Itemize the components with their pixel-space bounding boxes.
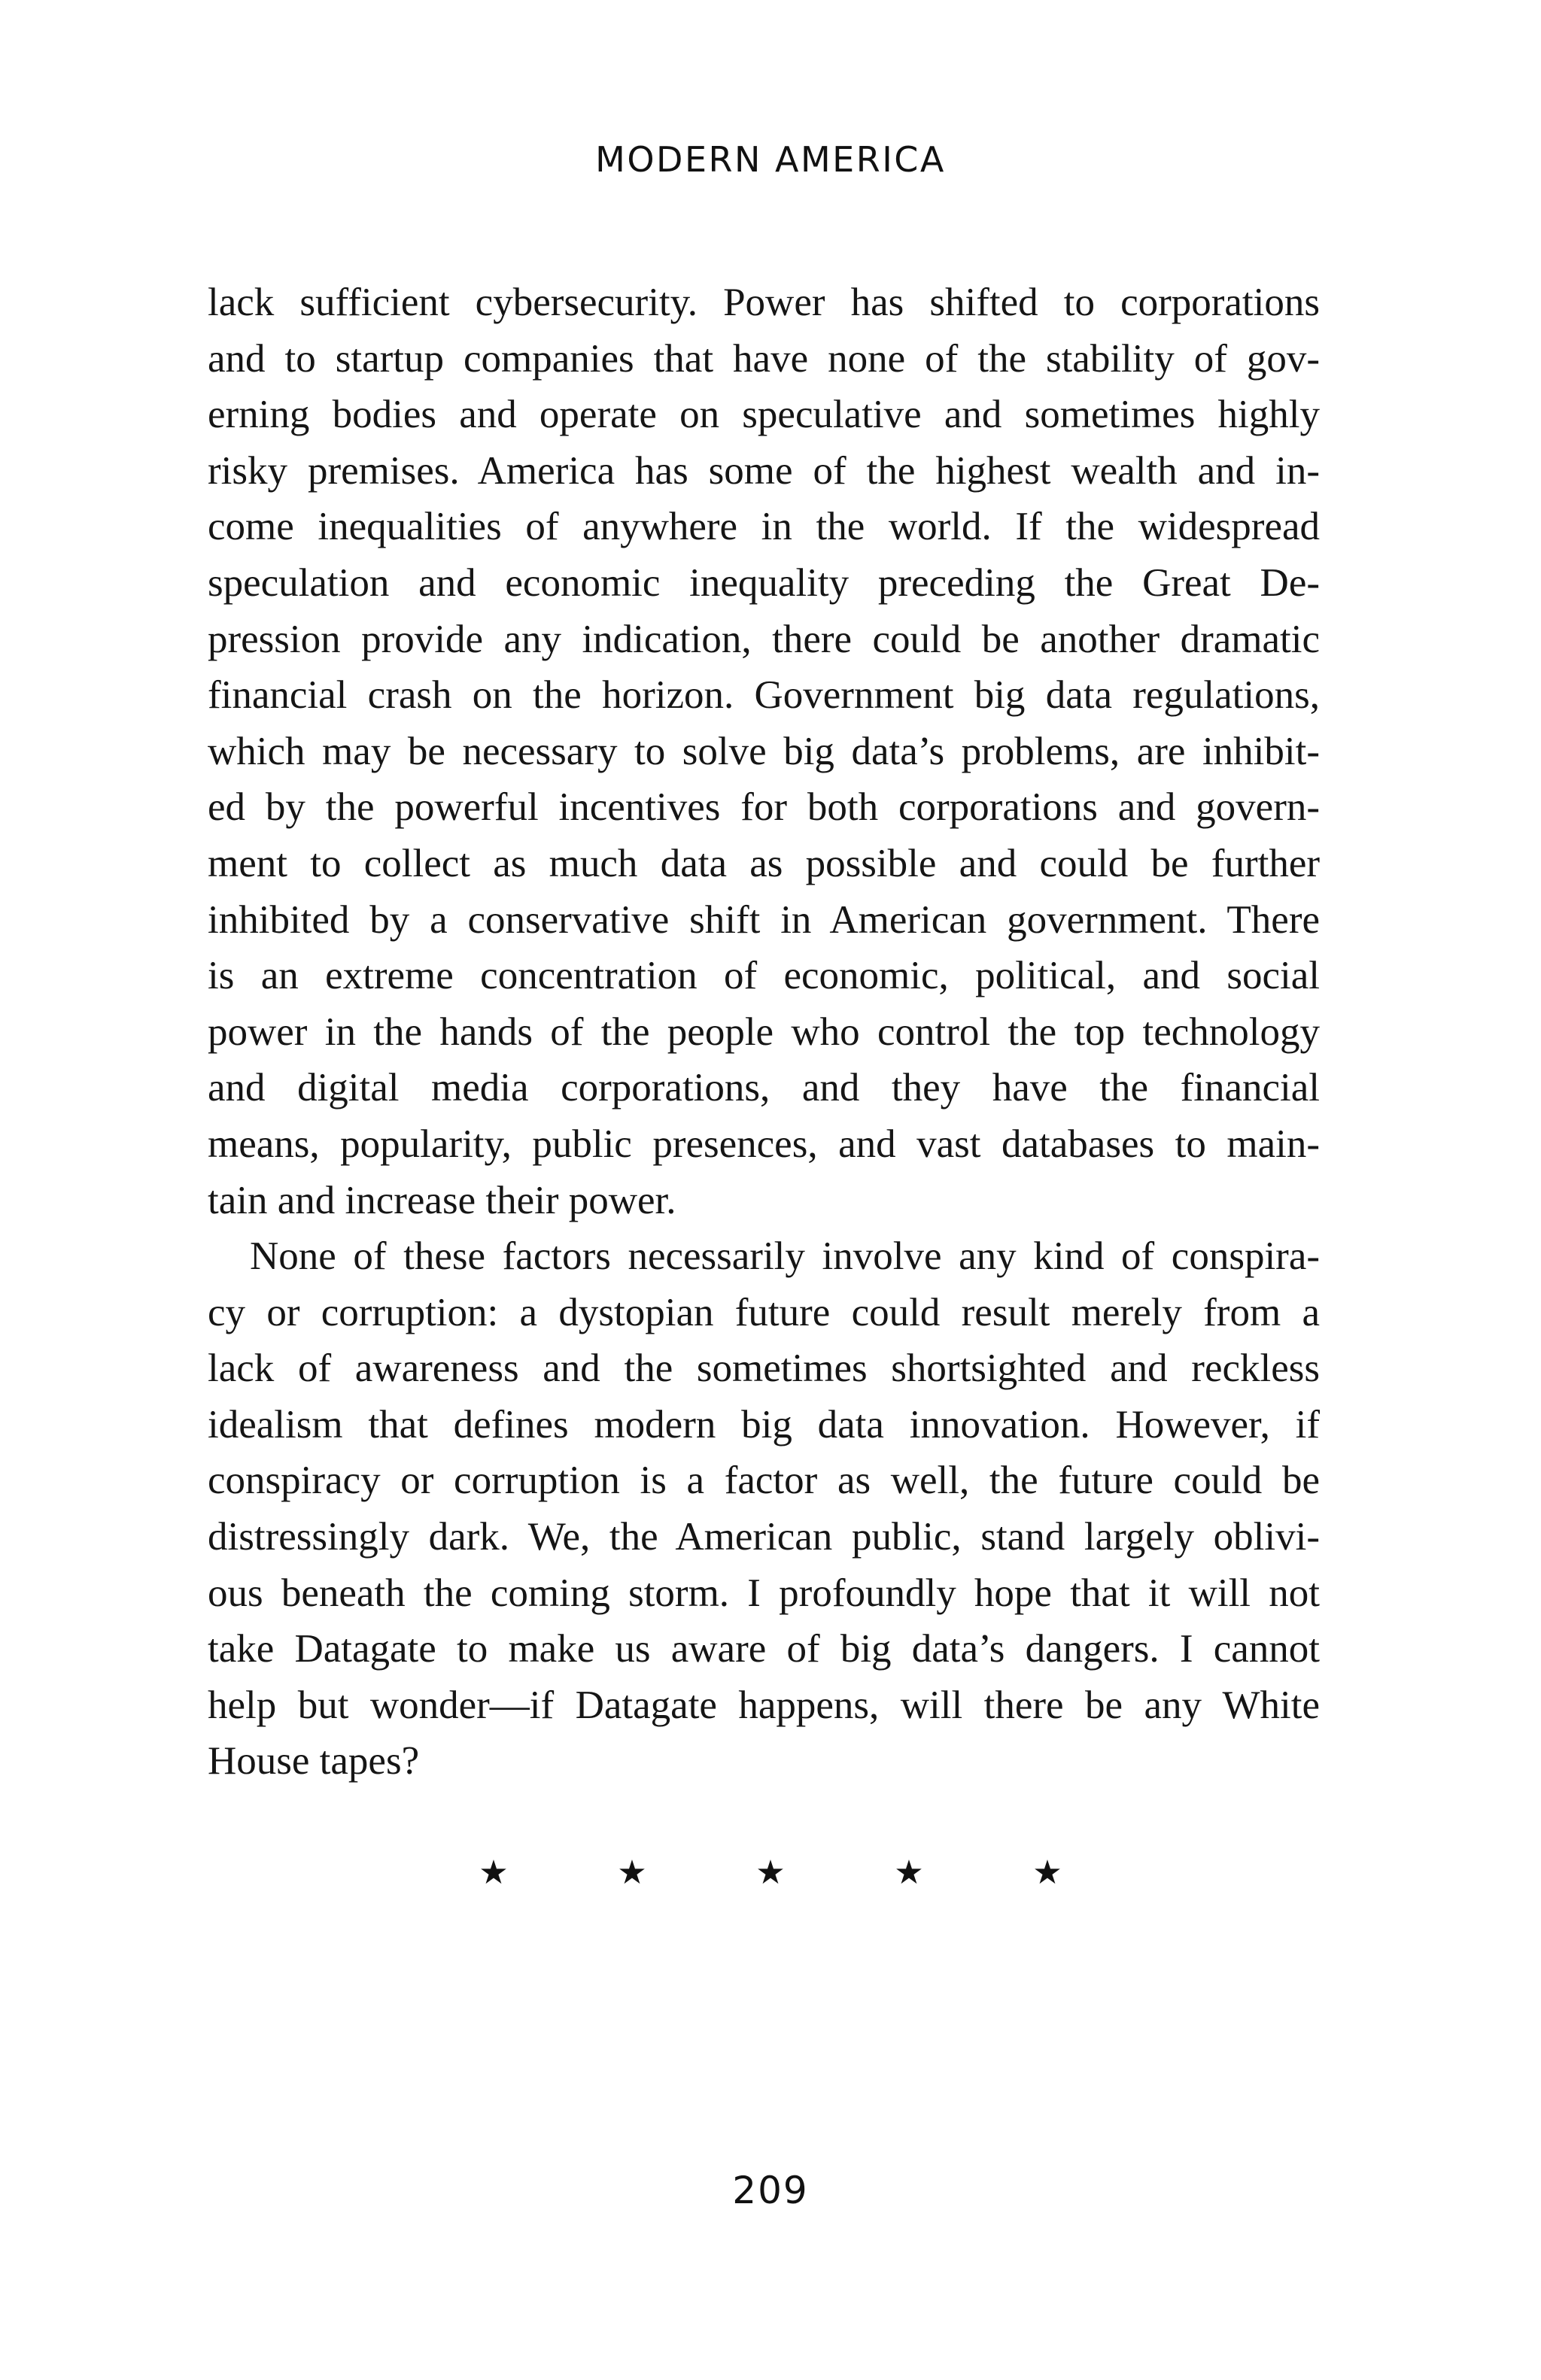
text-line: financial crash on the horizon. Government big data regulations, bbox=[208, 673, 1320, 718]
text-line: power in the hands of the people who control the top technology bbox=[208, 1009, 1320, 1054]
text-line: cy or corruption: a dystopian future could result merely from a bbox=[208, 1290, 1320, 1334]
text-line: help but wonder—if Datagate happens, will there be any White bbox=[208, 1683, 1320, 1727]
paragraph-2 bbox=[208, 1228, 1320, 1790]
text-line: erning bodies and operate on speculative and sometimes highly bbox=[208, 393, 1320, 437]
star-icon: ★ bbox=[755, 1853, 786, 1892]
text-line: inhibited by a conservative shift in American government. There bbox=[208, 897, 1320, 942]
text-line: None of these factors necessarily involve any kind of conspira- bbox=[250, 1234, 1320, 1279]
text-line: distressingly dark. We, the American public, stand largely oblivi- bbox=[208, 1515, 1320, 1559]
text-line: conspiracy or corruption is a factor as well, the future could be bbox=[208, 1459, 1320, 1503]
text-line: risky premises. America has some of the highest wealth and in- bbox=[208, 448, 1320, 493]
text-line: lack sufficient cybersecurity. Power has shifted to corporations bbox=[208, 281, 1320, 324]
text-line: idealism that defines modern big data innovation. However, if bbox=[208, 1402, 1320, 1447]
section-break-ornament bbox=[0, 1852, 1541, 1894]
text-line: ed by the powerful incentives for both corporations and govern- bbox=[208, 785, 1320, 830]
running-head: MODERN AMERICA bbox=[595, 139, 946, 180]
text-line: ous beneath the coming storm. I profoundly hope that it will not bbox=[208, 1571, 1320, 1615]
body-text bbox=[208, 275, 1320, 1790]
text-line: take Datagate to make us aware of big data’s dangers. I cannot bbox=[208, 1627, 1320, 1671]
page-number: 209 bbox=[732, 2169, 809, 2212]
text-line: and digital media corporations, and they have the financial bbox=[208, 1066, 1320, 1110]
text-line: lack of awareness and the sometimes shortsighted and reckless bbox=[208, 1346, 1320, 1391]
star-icon: ★ bbox=[894, 1853, 924, 1892]
text-line: which may be necessary to solve big data’s problems, are inhibit- bbox=[208, 729, 1320, 773]
star-icon: ★ bbox=[479, 1853, 509, 1892]
text-line: is an extreme concentration of economic, political, and social bbox=[208, 954, 1320, 998]
star-icon: ★ bbox=[1032, 1853, 1062, 1892]
text-line: and to startup companies that have none of the stability of gov- bbox=[208, 336, 1320, 381]
star-icon: ★ bbox=[617, 1853, 647, 1892]
text-line: speculation and economic inequality preceding the Great De- bbox=[208, 560, 1320, 605]
text-line: pression provide any indication, there could be another dramatic bbox=[208, 617, 1320, 661]
text-line: come inequalities of anywhere in the world. If the widespread bbox=[208, 505, 1320, 549]
text-line: tain and increase their power. bbox=[208, 1178, 676, 1222]
text-line: House tapes? bbox=[208, 1739, 420, 1783]
text-line: means, popularity, public presences, and vast databases to main- bbox=[208, 1122, 1320, 1166]
text-line: ment to collect as much data as possible and could be further bbox=[208, 841, 1320, 885]
paragraph-1 bbox=[208, 275, 1320, 1228]
